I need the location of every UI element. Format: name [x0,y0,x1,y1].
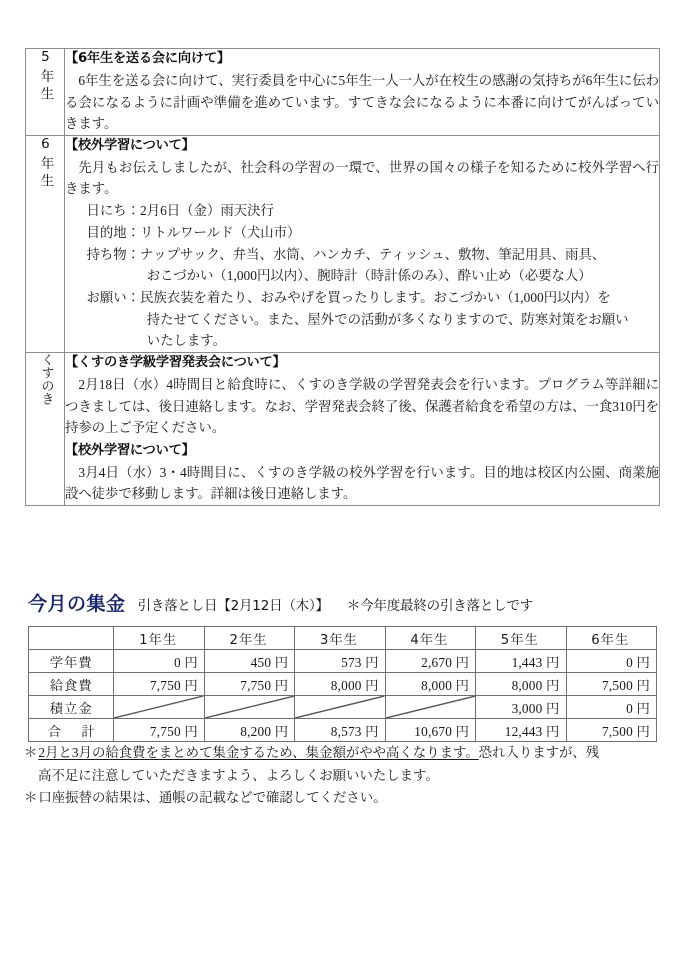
table-cell-empty [114,696,204,719]
detail-item-label: 目的地： [86,224,140,240]
block-heading: 【くすのき学級学習発表会について】 [65,355,286,371]
diagonal-strike-icon [295,696,384,718]
detail-item-value: 2月6日（金）雨天決行 [140,203,274,219]
detail-item-label: 持ち物： [86,246,140,262]
diagonal-strike-icon [205,696,294,718]
section-label-text: 6年生 [37,135,54,191]
row-label: 学年費 [29,650,114,673]
table-cell: 2,670 円 [385,650,475,673]
table-row [26,135,660,352]
section-label-grade5 [26,49,65,136]
block-heading: 【校外学習について】 [65,442,195,458]
block-paragraph: 先月もお伝えしましたが、社会科の学習の一環で、世界の国々の様子を知るために校外学習へ行きます。 [65,159,659,197]
block-heading: 【6年生を送る会に向けて】 [65,51,230,66]
row-label: 給食費 [29,673,114,696]
detail-item-label: お願い： [86,289,140,305]
detail-item [65,287,659,352]
detail-item-line [65,222,659,244]
section-body-grade5 [65,49,660,136]
table-row [29,719,657,742]
table-row [29,673,657,696]
table-header-row [29,627,657,650]
table-cell: 0 円 [114,650,204,673]
block-paragraph: 3月4日（水）3・4時間目に、くすのき学級の校外学習を行います。目的地は校区内公園、商業施設へ徒歩で移動します。詳細は後日連絡します。 [65,464,659,502]
table-row [29,696,657,719]
column-header-grade1: 1年生 [114,627,204,650]
column-header-grade5: 5年生 [476,627,566,650]
table-cell: 8,000 円 [295,673,385,696]
table-cell: 0 円 [566,650,656,673]
table-cell: 8,573 円 [295,719,385,742]
table-cell: 8,000 円 [476,673,566,696]
section-label-grade6 [26,135,65,352]
table-cell: 7,750 円 [204,673,294,696]
row-label-total: 合 計 [29,719,114,742]
footnote-item [24,742,664,765]
money-inline-note: ＊今年度最終の引き落としです [346,598,534,614]
column-header-grade3: 3年生 [295,627,385,650]
money-section-header [28,594,662,614]
detail-item-label: 日にち： [86,203,140,219]
table-cell: 8,200 円 [204,719,294,742]
money-withdrawal-date: 引き落とし日【2月12日（木）】 [137,598,329,614]
detail-item [65,200,659,222]
table-cell-empty [295,696,385,719]
diagonal-strike-icon [386,696,475,718]
table-corner-cell [29,627,114,650]
section-body-grade6 [65,135,660,352]
footnote-text: 恐れ入りますが、残 [478,745,600,760]
footnote-continuation: 高不足に注意していただきますよう、よろしくお願いいたします。 [38,767,439,783]
detail-item [65,244,659,287]
row-label: 積立金 [29,696,114,719]
table-cell: 7,500 円 [566,719,656,742]
block-heading: 【校外学習について】 [65,137,195,153]
monthly-collection-table [28,626,657,742]
footnotes [24,742,664,810]
table-cell: 0 円 [566,696,656,719]
table-row [26,49,660,136]
money-section-title: 今月の集金 [28,593,126,615]
table-cell: 1,443 円 [476,650,566,673]
section-body-kusunoki [65,353,660,506]
table-row [29,650,657,673]
footnote-text: 口座振替の結果は、通帳の記載などで確認してください。 [38,790,387,806]
detail-item-continuation: 持たせてください。また、屋外での活動が多くなりますので、防寒対策をお願い [146,311,629,327]
table-cell: 450 円 [204,650,294,673]
detail-item-value: ナップサック、弁当、水筒、ハンカチ、ティッシュ、敷物、筆記用具、雨具、 [140,246,606,262]
footnote-underlined-text: 2月と3月の給食費をまとめて集金するため、集金額がやや高くなります。 [38,745,479,760]
table-row [26,353,660,506]
table-cell-empty [204,696,294,719]
column-header-grade2: 2年生 [204,627,294,650]
footnote-marker: ＊ [24,745,38,760]
section-label-text: くすのき [38,353,54,406]
table-cell: 10,670 円 [385,719,475,742]
table-cell-empty [385,696,475,719]
detail-item-continuation: いたします。 [146,333,227,349]
table-cell: 3,000 円 [476,696,566,719]
table-cell: 8,000 円 [385,673,475,696]
block-paragraph: 2月18日（水）4時間目と給食時に、くすのき学級の学習発表会を行います。プログラム等詳細につきましては、後日連絡します。なお、学習発表会終了後、保護者給食を希望の方は、一食310円を持参の上ご予定ください。 [65,376,659,436]
detail-item-value: 民族衣装を着たり、おみやげを買ったりします。おこづかい（1,000円以内）を [140,289,611,305]
section-label-kusunoki [26,353,65,506]
table-cell: 573 円 [295,650,385,673]
table-cell: 7,750 円 [114,673,204,696]
footnote-marker: ＊ [24,790,38,806]
column-header-grade6: 6年生 [566,627,656,650]
grade-sections-table [25,48,660,506]
detail-item-line [65,200,659,222]
detail-item-line [65,287,659,309]
table-cell: 12,443 円 [476,719,566,742]
footnote-item [24,787,664,810]
section-label-text: 5年生 [37,49,54,104]
detail-item [65,222,659,244]
table-cell: 7,500 円 [566,673,656,696]
diagonal-strike-icon [114,696,203,718]
table-cell: 7,750 円 [114,719,204,742]
detail-item-line [65,244,659,266]
block-paragraph: 6年生を送る会に向けて、実行委員を中心に5年生一人一人が在校生の感謝の気持ちが6年生に伝わる会になるように計画や準備を進めています。すてきな会になるように本番に向けてがんばっていきます。 [65,72,659,132]
column-header-grade4: 4年生 [385,627,475,650]
detail-item-continuation: おこづかい（1,000円以内）、腕時計（時計係のみ）、酔い止め（必要な人） [146,268,592,284]
detail-item-value: リトルワールド（犬山市） [140,224,301,240]
